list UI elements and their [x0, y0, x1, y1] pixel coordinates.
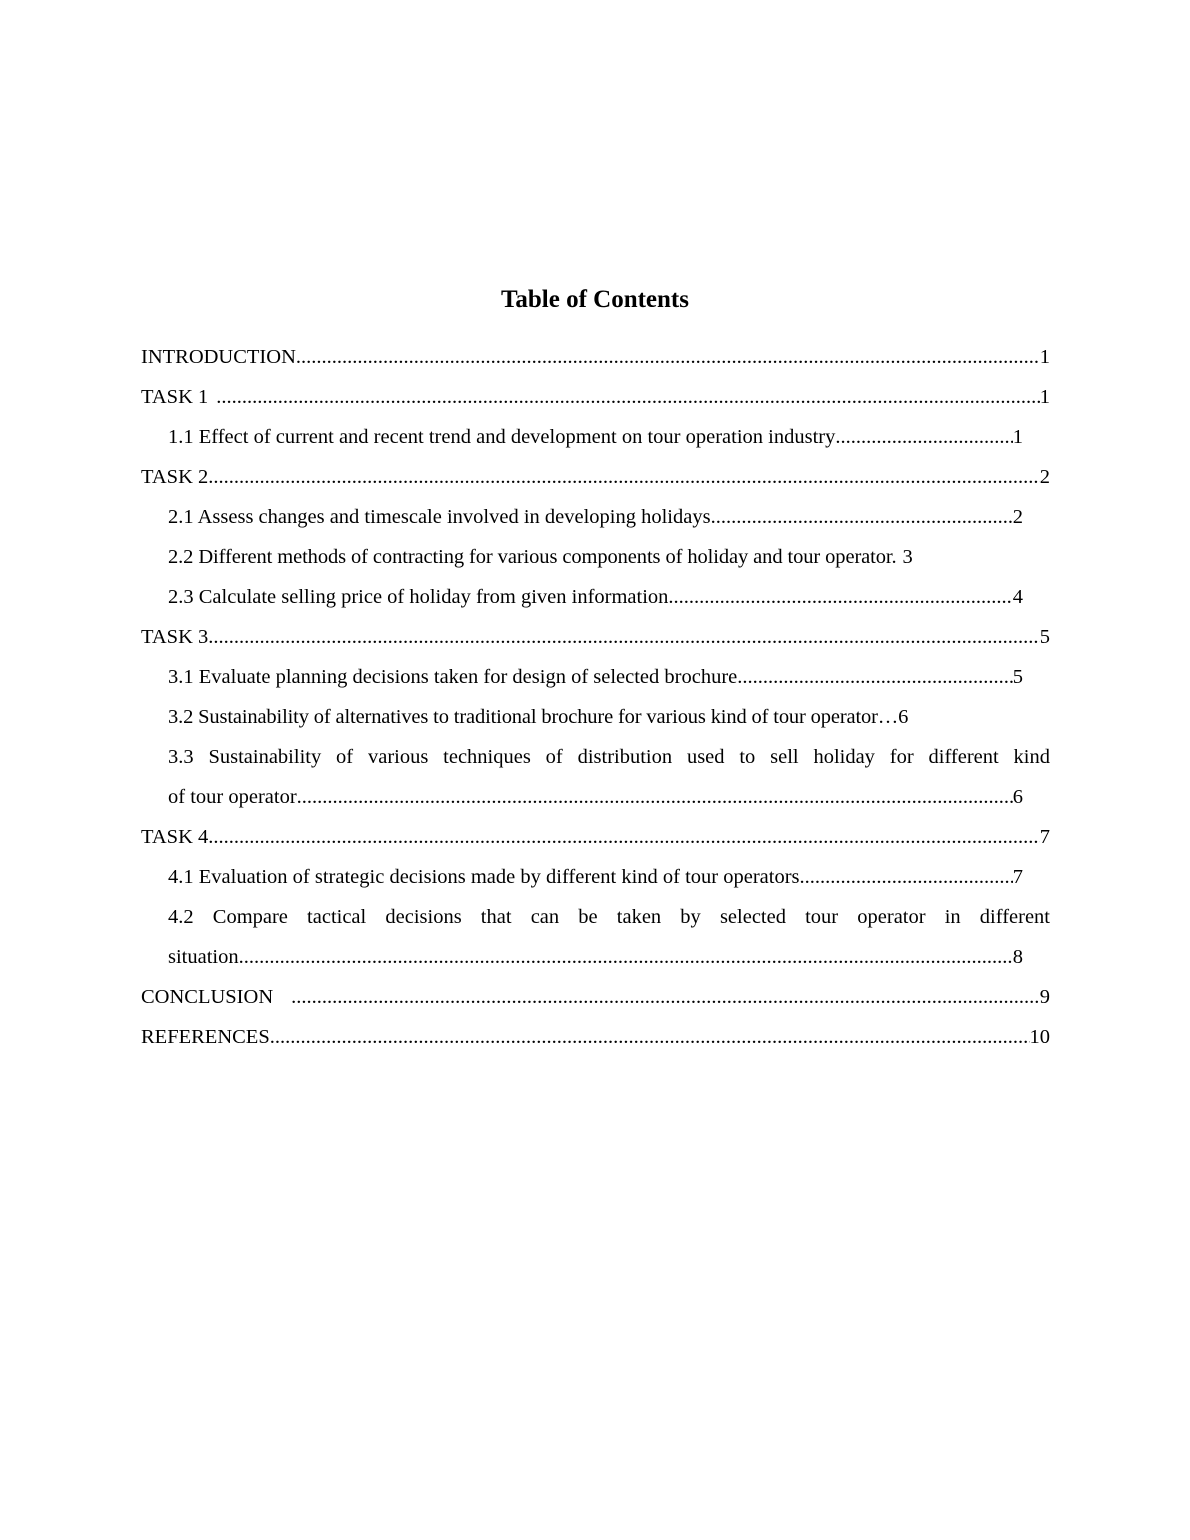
- toc-entry-references[interactable]: [141, 1017, 1050, 1057]
- toc-entry-label: TASK 3: [141, 626, 209, 648]
- toc-entry-label-line-2-row: [168, 777, 1023, 817]
- toc-leader-dots: [270, 1017, 1030, 1057]
- toc-leader-dots: [208, 457, 1039, 497]
- toc-entry-3-1[interactable]: [168, 657, 1023, 697]
- toc-page-number: 8: [1012, 946, 1023, 968]
- toc-leader-dots: [208, 817, 1039, 857]
- toc-entry-label-line-1: 3.3 Sustainability of various techniques of distribution used to sell holiday for different kind: [168, 746, 1050, 768]
- toc-entry-2-3[interactable]: [168, 577, 1023, 617]
- toc-entry-2-1[interactable]: [168, 497, 1023, 537]
- toc-leader-dots: [297, 777, 1013, 817]
- toc-leader-dots: [239, 937, 1013, 977]
- toc-entry-introduction[interactable]: [141, 337, 1050, 377]
- toc-leader-dots: [208, 617, 1039, 657]
- toc-leader-dots: [835, 417, 1012, 457]
- toc-entry-label: 2.2 Different methods of contracting for various components of holiday and tour operator.: [168, 546, 897, 568]
- toc-leader-dots: [291, 977, 1040, 1017]
- toc-entry-label-line-2-row: [168, 937, 1023, 977]
- toc-page-number: 1: [1012, 426, 1023, 448]
- toc-leader-dots: [711, 497, 1013, 537]
- toc-entry-label: 3.1 Evaluate planning decisions taken for design of selected brochure: [168, 666, 738, 688]
- toc-page-number: 6: [1012, 786, 1023, 808]
- toc-entry-2-2[interactable]: [168, 537, 1023, 577]
- toc-page-number: 6: [898, 706, 909, 728]
- table-of-contents: [141, 337, 1050, 1057]
- toc-entry-conclusion[interactable]: [141, 977, 1050, 1017]
- toc-entry-task-4[interactable]: [141, 817, 1050, 857]
- toc-page-number: 10: [1029, 1026, 1050, 1048]
- toc-entry-1-1[interactable]: [168, 417, 1023, 457]
- toc-entry-3-2[interactable]: [168, 697, 1023, 737]
- toc-page-number: 1: [1039, 386, 1050, 408]
- toc-page-number: 7: [1012, 866, 1023, 888]
- toc-entry-label: 4.1 Evaluation of strategic decisions made by different kind of tour operators: [168, 866, 800, 888]
- toc-entry-task-1[interactable]: [141, 377, 1050, 417]
- toc-leader-dots: [296, 337, 1040, 377]
- toc-entry-label: 2.3 Calculate selling price of holiday from given information: [168, 586, 669, 608]
- toc-entry-label-line-2: situation: [168, 946, 239, 968]
- toc-entry-4-2[interactable]: [168, 897, 1050, 977]
- toc-title: Table of Contents: [501, 286, 689, 313]
- toc-leader-dots: [216, 377, 1039, 417]
- toc-entry-label: TASK 2: [141, 466, 209, 488]
- toc-leader-dots: [737, 657, 1012, 697]
- toc-entry-label: REFERENCES: [141, 1026, 270, 1048]
- toc-leader-dots: [668, 577, 1012, 617]
- toc-entry-label: TASK 1: [141, 386, 209, 408]
- toc-page-number: 2: [1039, 466, 1050, 488]
- toc-entry-label: 3.2 Sustainability of alternatives to traditional brochure for various kind of tour operator…: [168, 706, 899, 728]
- toc-leader-dots: [800, 857, 1013, 897]
- toc-entry-3-3[interactable]: [168, 737, 1050, 817]
- toc-page-number: 5: [1012, 666, 1023, 688]
- toc-page-number: 4: [1012, 586, 1023, 608]
- toc-entry-label: 2.1 Assess changes and timescale involved in developing holidays: [168, 506, 711, 528]
- toc-entry-label: TASK 4: [141, 826, 209, 848]
- toc-page-number: 1: [1039, 346, 1050, 368]
- toc-entry-label-line-1: 4.2 Compare tactical decisions that can be taken by selected tour operator in different: [168, 906, 1050, 928]
- toc-page-number: 2: [1012, 506, 1023, 528]
- toc-entry-task-2[interactable]: [141, 457, 1050, 497]
- toc-entry-label-line-2: of tour operator: [168, 786, 297, 808]
- toc-page-number: 9: [1039, 986, 1050, 1008]
- toc-entry-task-3[interactable]: [141, 617, 1050, 657]
- toc-entry-label: CONCLUSION: [141, 986, 274, 1008]
- toc-page-number: 3: [902, 546, 913, 568]
- toc-entry-4-1[interactable]: [168, 857, 1023, 897]
- toc-page-number: 7: [1039, 826, 1050, 848]
- toc-page-number: 5: [1039, 626, 1050, 648]
- toc-entry-label: 1.1 Effect of current and recent trend and development on tour operation industry: [168, 426, 836, 448]
- toc-entry-label: INTRODUCTION: [141, 346, 296, 368]
